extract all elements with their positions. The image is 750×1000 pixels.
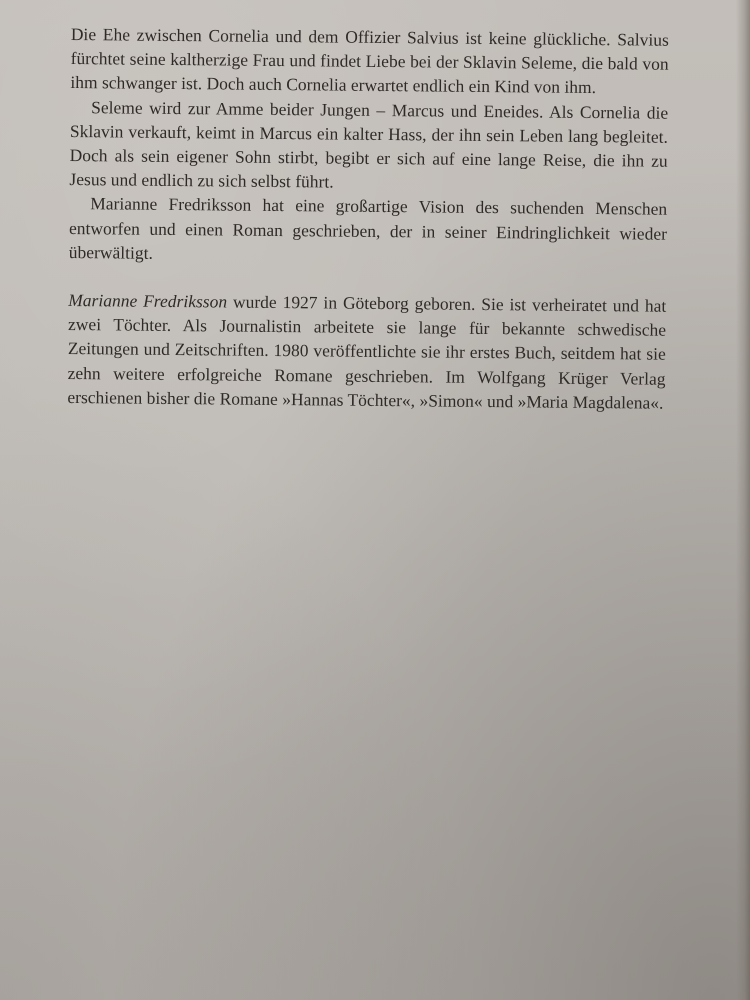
author-name: Marianne Fredriksson: [68, 290, 228, 312]
author-bio-text: wurde 1927 in Göteborg geboren. Sie ist verheiratet und hat zwei Töchter. Als Journalistin arbeitete sie lange für bekannte schwedische Zeitungen und Zeitschriften. 1980 veröffentlichte sie ihr erstes Buch, seitdem hat sie zehn weitere erfolgreiche Romane geschrieben. Im Wolfgang Krüger Verlag erschienen bisher die Romane »Hannas Töchter«, »Simon« und »Maria Magdalena«.: [67, 291, 667, 413]
blurb-paragraph-2: Seleme wird zur Amme beider Jungen – Marcus und Eneides. Als Cornelia die Sklavin verkauft, keimt in Marcus ein kalter Hass, der ihn sein Leben lang begleitet. Doch als sein eigener Sohn stirbt, begibt er sich auf eine lange Reise, die ihn zu Jesus und endlich zu sich selbst führt.: [69, 96, 669, 192]
book-blurb-text: [67, 22, 669, 415]
author-bio: [67, 288, 666, 415]
page-edge-shadow: [736, 0, 750, 1000]
blurb-paragraph-1: Die Ehe zwischen Cornelia und dem Offizier Salvius ist keine glückliche. Salvius fürchtet seine kaltherzige Frau und findet Liebe bei der Sklavin Seleme, die bald von ihm schwanger ist. Doch auch Cornelia erwartet endlich ein Kind von ihm.: [70, 23, 669, 98]
blurb-paragraph-3: Marianne Fredriksson hat eine großartige Vision des suchenden Menschen entworfen und einen Roman geschrieben, der in seiner Eindringlichkeit wieder überwältigt.: [68, 193, 668, 263]
